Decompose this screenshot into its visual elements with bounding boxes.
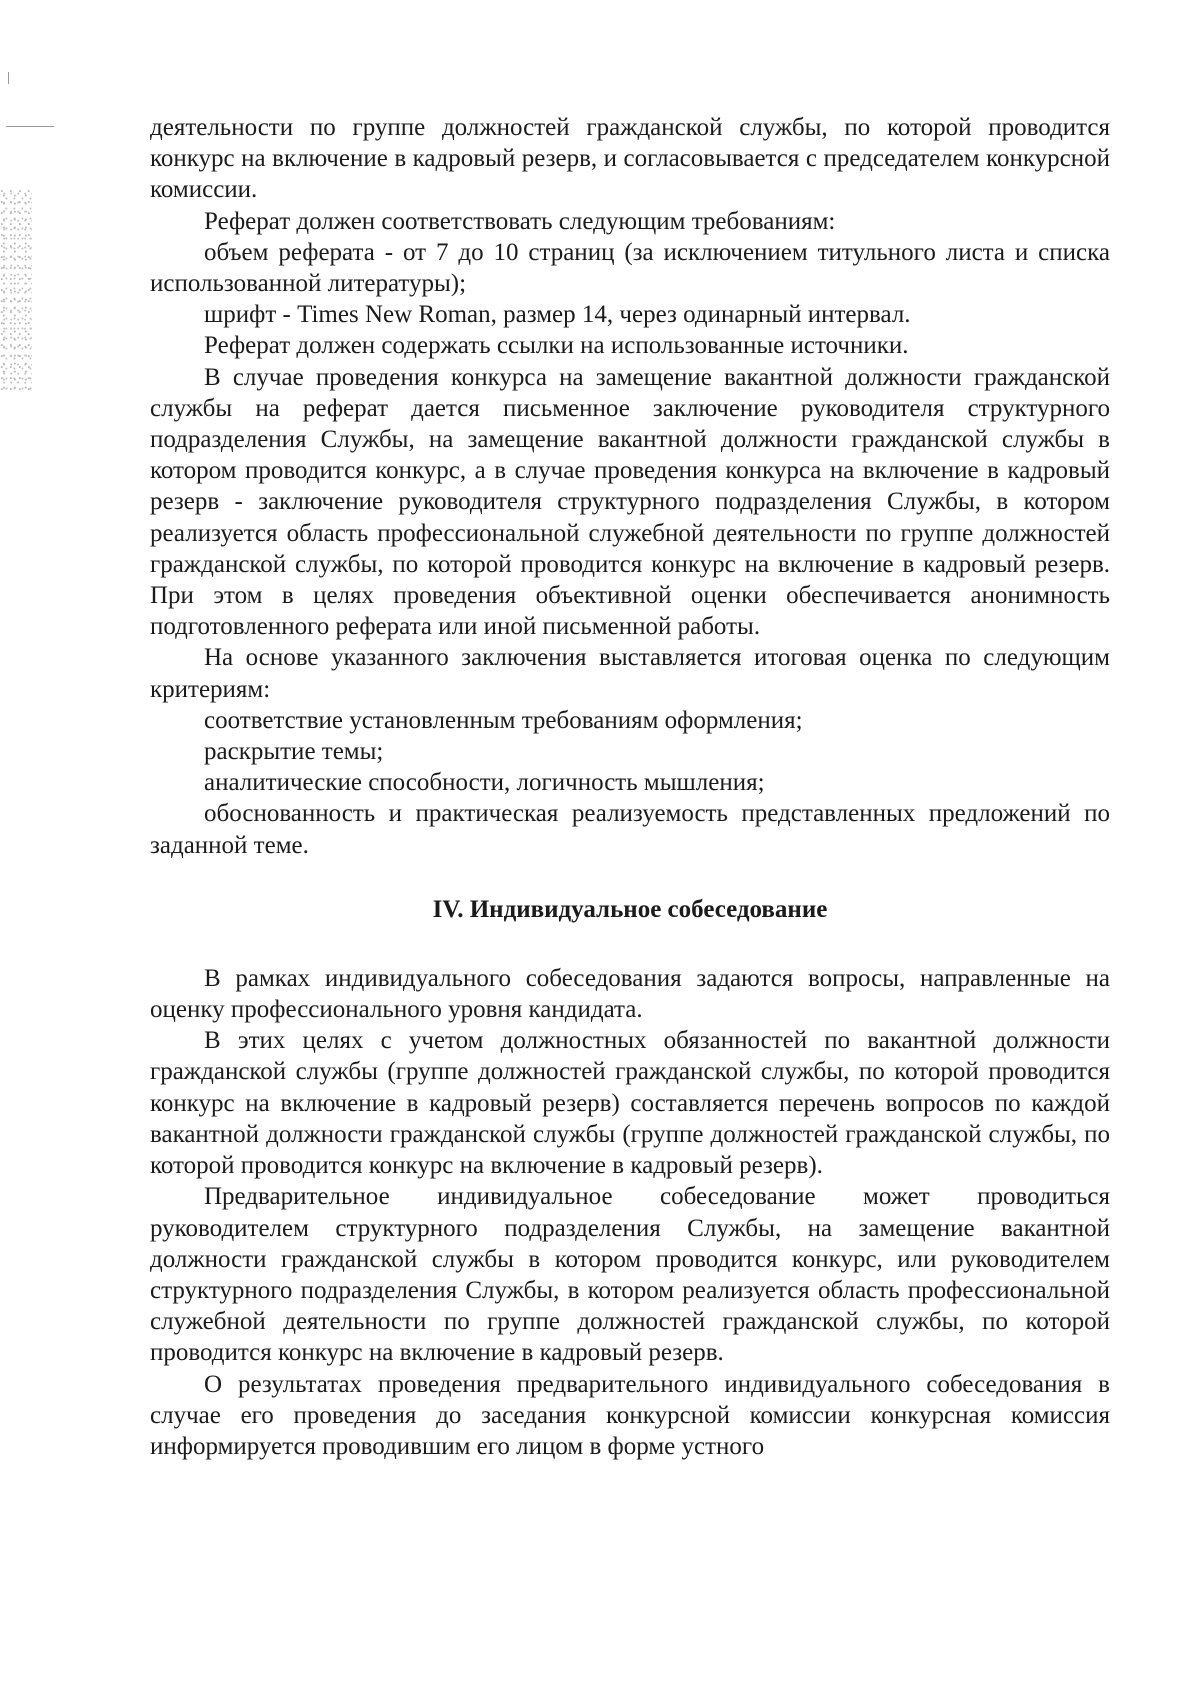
paragraph: В случае проведения конкурса на замещение вакантной должности гражданской службы на реферат дается письменное заключение руководителя структурного подразделения Службы, на замещение вакантной должности гражданской службы в котором проводится конкурс, а в случае проведения конкурса на включение в кадровый резерв - заключение руководителя структурного подразделения Службы, в котором реализуется область профессиональной служебной деятельности по группе должностей гражданской службы, по которой проводится конкурс на включение в кадровый резерв. При этом в целях проведения объективной оценки обеспечивается анонимность подготовленного реферата или иной письменной работы. [150, 363, 1110, 641]
list-item: обоснованность и практическая реализуемость представленных предложений по заданной теме. [150, 800, 1110, 859]
paragraph: объем реферата - от 7 до 10 страниц (за исключением титульного листа и списка использованной литературы); [150, 238, 1110, 298]
paragraph: шрифт - Times New Roman, размер 14, через одинарный интервал. [204, 301, 911, 329]
paragraph: Предварительное индивидуальное собеседование может проводиться руководителем структурного подразделения Службы, на замещение вакантной должности гражданской службы в котором проводится конкурс, или руководителем структурного подразделения Службы, в котором реализуется область профессиональной служебной деятельности по группе должностей гражданской службы, по которой проводится конкурс на включение в кадровый резерв. [150, 1183, 1110, 1367]
scan-artifact-tick [8, 72, 9, 84]
paragraph: О результатах проведения предварительного индивидуального собеседования в случае его проведения до заседания конкурсной комиссии конкурсная комиссия информируется проводившим его лицом в форме устного [150, 1370, 1110, 1460]
paragraph: В рамках индивидуального собеседования задаются вопросы, направленные на оценку профессионального уровня кандидата. [150, 964, 1110, 1024]
document-body [150, 112, 1110, 1462]
paragraph: На основе указанного заключения выставляется итоговая оценка по следующим критериям: [150, 644, 1110, 703]
list-item: аналитические способности, логичность мышления; [204, 769, 765, 797]
scan-artifact-line [6, 126, 54, 127]
scan-artifact-noise [0, 190, 32, 390]
paragraph: Реферат должен содержать ссылки на использованные источники. [204, 332, 909, 360]
paragraph: деятельности по группе должностей гражданской службы, по которой проводится конкурс на включение в кадровый резерв, и согласовывается с председателем конкурсной комиссии. [150, 114, 1110, 204]
list-item: раскрытие темы; [204, 738, 384, 766]
list-item: соответствие установленным требованиям оформления; [204, 706, 803, 734]
section-heading: IV. Индивидуальное собеседование [432, 895, 828, 923]
paragraph: В этих целях с учетом должностных обязанностей по вакантной должности гражданской службы (группе должностей гражданской службы, по которой проводится конкурс на включение в кадровый резерв) составляется перечень вопросов по каждой вакантной должности гражданской службы (группе должностей гражданской службы, по которой проводится конкурс на включение в кадровый резерв). [150, 1027, 1110, 1180]
paragraph: Реферат должен соответствовать следующим требованиям: [204, 207, 836, 235]
